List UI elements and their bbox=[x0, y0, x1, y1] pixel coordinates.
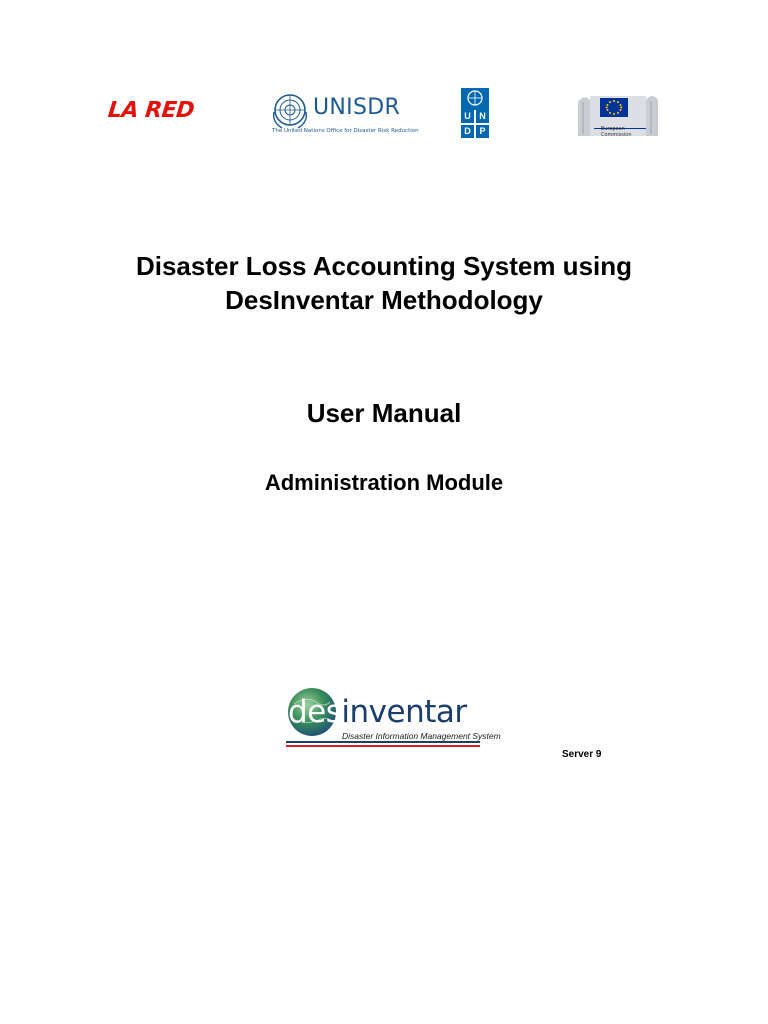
desinventar-prefix: des bbox=[288, 694, 342, 730]
title-line-2: DesInventar Methodology bbox=[225, 285, 543, 315]
undp-logo bbox=[461, 110, 489, 138]
undp-letter: N bbox=[476, 110, 489, 123]
document-title bbox=[0, 249, 768, 317]
server-version: Server 9 bbox=[562, 749, 602, 760]
un-emblem-icon bbox=[268, 92, 312, 132]
ec-label bbox=[601, 126, 632, 138]
unisdr-wordmark: UNISDR bbox=[313, 95, 401, 120]
title-line-1: Disaster Loss Accounting System using bbox=[135, 251, 633, 281]
desinventar-main: inventar bbox=[341, 694, 467, 730]
undp-letter: P bbox=[476, 125, 489, 138]
ec-label-line2: Commission bbox=[601, 132, 632, 138]
undp-letter: U bbox=[461, 110, 474, 123]
unisdr-subtitle: The United Nations Office for Disaster Risk Reduction bbox=[272, 128, 419, 134]
document-subtitle: User Manual bbox=[306, 398, 462, 428]
undp-emblem-icon bbox=[461, 88, 489, 110]
undp-letter: D bbox=[461, 125, 474, 138]
desinventar-tagline: Disaster Information Management System bbox=[342, 731, 501, 741]
ec-label-line1: European bbox=[601, 126, 625, 132]
lared-logo: LA RED bbox=[106, 98, 196, 123]
module-name: Administration Module bbox=[264, 470, 504, 495]
desinventar-wordmark bbox=[288, 694, 467, 730]
